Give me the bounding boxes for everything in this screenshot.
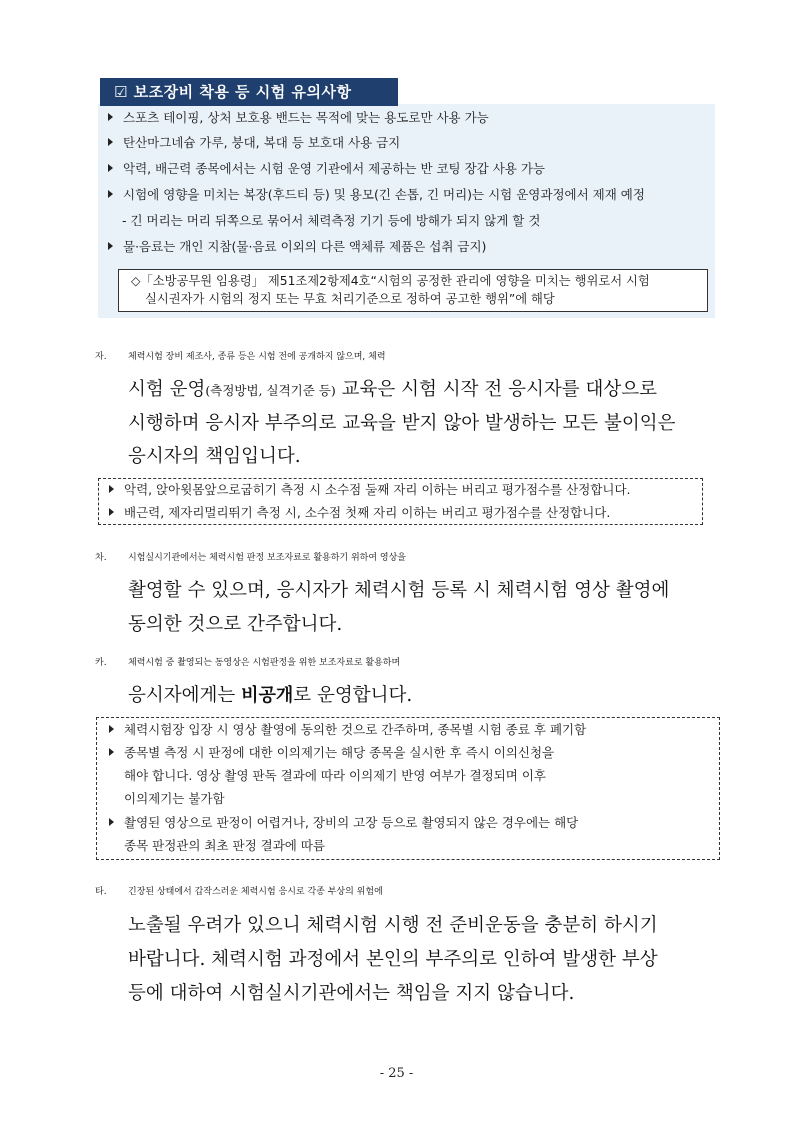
paragraph-line: 긴장된 상태에서 갑작스러운 체력시험 응시로 각종 부상의 위험에 bbox=[128, 887, 383, 897]
paragraph-marker: 자. bbox=[95, 352, 107, 362]
note-box-ka bbox=[96, 717, 720, 860]
regulation-line: 실시권자가 시험의 정지 또는 무효 처리기준으로 정하여 공고한 행위”에 해당 bbox=[145, 292, 555, 306]
paragraph-line: 응시자에게는 비공개로 운영합니다. bbox=[128, 685, 413, 706]
notice-list bbox=[108, 109, 708, 259]
notice-item: 악력, 배근력 종목에서는 시험 운영 기관에서 제공하는 반 코팅 장갑 사용 가능 bbox=[108, 160, 545, 178]
paragraph-cha bbox=[95, 546, 725, 641]
paragraph-line: 촬영할 수 있으며, 응시자가 체력시험 등록 시 체력시험 영상 촬영에 bbox=[128, 580, 670, 601]
bullet-triangle-icon bbox=[108, 242, 113, 250]
bullet-triangle-icon bbox=[108, 138, 113, 146]
paragraph-line: 바랍니다. 체력시험 과정에서 본인의 부주의로 인하여 발생한 부상 bbox=[128, 949, 658, 970]
paragraph-line: 동의한 것으로 간주합니다. bbox=[128, 614, 343, 635]
paragraph-ta bbox=[95, 880, 725, 1010]
note-item: 악력, 앉아윗몸앞으로굽히기 측정 시 소수점 둘째 자리 이하는 버리고 평가점수를 산정합니다. bbox=[109, 481, 631, 499]
bullet-triangle-icon bbox=[108, 113, 113, 121]
page-number: - 25 - bbox=[379, 1066, 414, 1081]
bullet-triangle-icon bbox=[109, 748, 114, 756]
paragraph-ja bbox=[95, 345, 725, 475]
note-box-ja bbox=[98, 478, 703, 525]
bullet-triangle-icon bbox=[109, 818, 114, 826]
paragraph-line: 시험실시기관에서는 체력시험 판정 보조자료로 활용하기 위하여 영상을 bbox=[128, 553, 406, 563]
paragraph-marker: 차. bbox=[95, 553, 107, 563]
note-item-continued: 이의제기는 불가함 bbox=[124, 791, 225, 806]
bullet-triangle-icon bbox=[108, 190, 113, 198]
notice-item: 물·음료는 개인 지참(물·음료 이외의 다른 액체류 제품은 섭취 금지) bbox=[108, 238, 486, 256]
paragraph-line: 시험 운영(측정방법, 실격기준 등) 교육은 시험 시작 전 응시자를 대상으로 bbox=[128, 379, 657, 400]
bullet-triangle-icon bbox=[109, 508, 114, 516]
paragraph-marker: 타. bbox=[95, 887, 107, 897]
note-item: 촬영된 영상으로 판정이 어렵거나, 장비의 고장 등으로 촬영되지 않은 경우에는 해당 bbox=[109, 814, 578, 832]
paragraph-line: 시행하며 응시자 부주의로 교육을 받지 않아 발생하는 모든 불이익은 bbox=[128, 413, 676, 434]
notice-title: ☑ 보조장비 착용 등 시험 유의사항 bbox=[100, 78, 398, 106]
note-item-continued: 해야 합니다. 영상 촬영 판독 결과에 따라 이의제기 반영 여부가 결정되며 이후 bbox=[124, 768, 547, 783]
paragraph-marker: 카. bbox=[95, 658, 107, 668]
inline-note: (측정방법, 실격기준 등) bbox=[205, 383, 336, 398]
regulation-line: ◇「소방공무원 임용령」 제51조제2항제4호“시험의 공정한 관리에 영향을 미치는 행위로서 시험 bbox=[131, 274, 650, 288]
paragraph-line: 노출될 우려가 있으니 체력시험 시행 전 준비운동을 충분히 하시기 bbox=[128, 915, 658, 936]
note-item-continued: 종목 판정관의 최초 판정 결과에 따름 bbox=[124, 838, 325, 853]
paragraph-ka bbox=[95, 651, 725, 711]
notice-item: 스포츠 테이핑, 상처 보호용 밴드는 목적에 맞는 용도로만 사용 가능 bbox=[108, 109, 489, 127]
bullet-triangle-icon bbox=[108, 164, 113, 172]
note-item: 종목별 측정 시 판정에 대한 이의제기는 해당 종목을 실시한 후 즉시 이의신청을 bbox=[109, 744, 554, 762]
notice-item: 탄산마그네슘 가루, 붕대, 복대 등 보호대 사용 금지 bbox=[108, 134, 400, 152]
regulation-box bbox=[118, 269, 708, 312]
note-item: 체력시험장 입장 시 영상 촬영에 동의한 것으로 간주하며, 종목별 시험 종료 후 폐기함 bbox=[109, 721, 586, 739]
paragraph-line: 체력시험 장비 제조사, 종류 등은 시험 전에 공개하지 않으며, 체력 bbox=[128, 352, 386, 362]
emphasis-text: 비공개 bbox=[241, 685, 294, 706]
notice-subitem: - 긴 머리는 머리 뒤쪽으로 묶어서 체력측정 기기 등에 방해가 되지 않게 할 것 bbox=[122, 213, 541, 228]
note-item: 배근력, 제자리멀리뛰기 측정 시, 소수점 첫째 자리 이하는 버리고 평가점수를 산정합니다. bbox=[109, 504, 610, 522]
bullet-triangle-icon bbox=[109, 725, 114, 733]
paragraph-line: 체력시험 중 촬영되는 동영상은 시험판정을 위한 보조자료로 활용하며 bbox=[128, 658, 401, 668]
bullet-triangle-icon bbox=[109, 485, 114, 493]
notice-item: 시험에 영향을 미치는 복장(후드티 등) 및 용모(긴 손톱, 긴 머리)는 시험 운영과정에서 제재 예정 bbox=[108, 186, 645, 204]
paragraph-line: 응시자의 책임입니다. bbox=[128, 446, 301, 467]
paragraph-line: 등에 대하여 시험실시기관에서는 책임을 지지 않습니다. bbox=[128, 983, 575, 1004]
